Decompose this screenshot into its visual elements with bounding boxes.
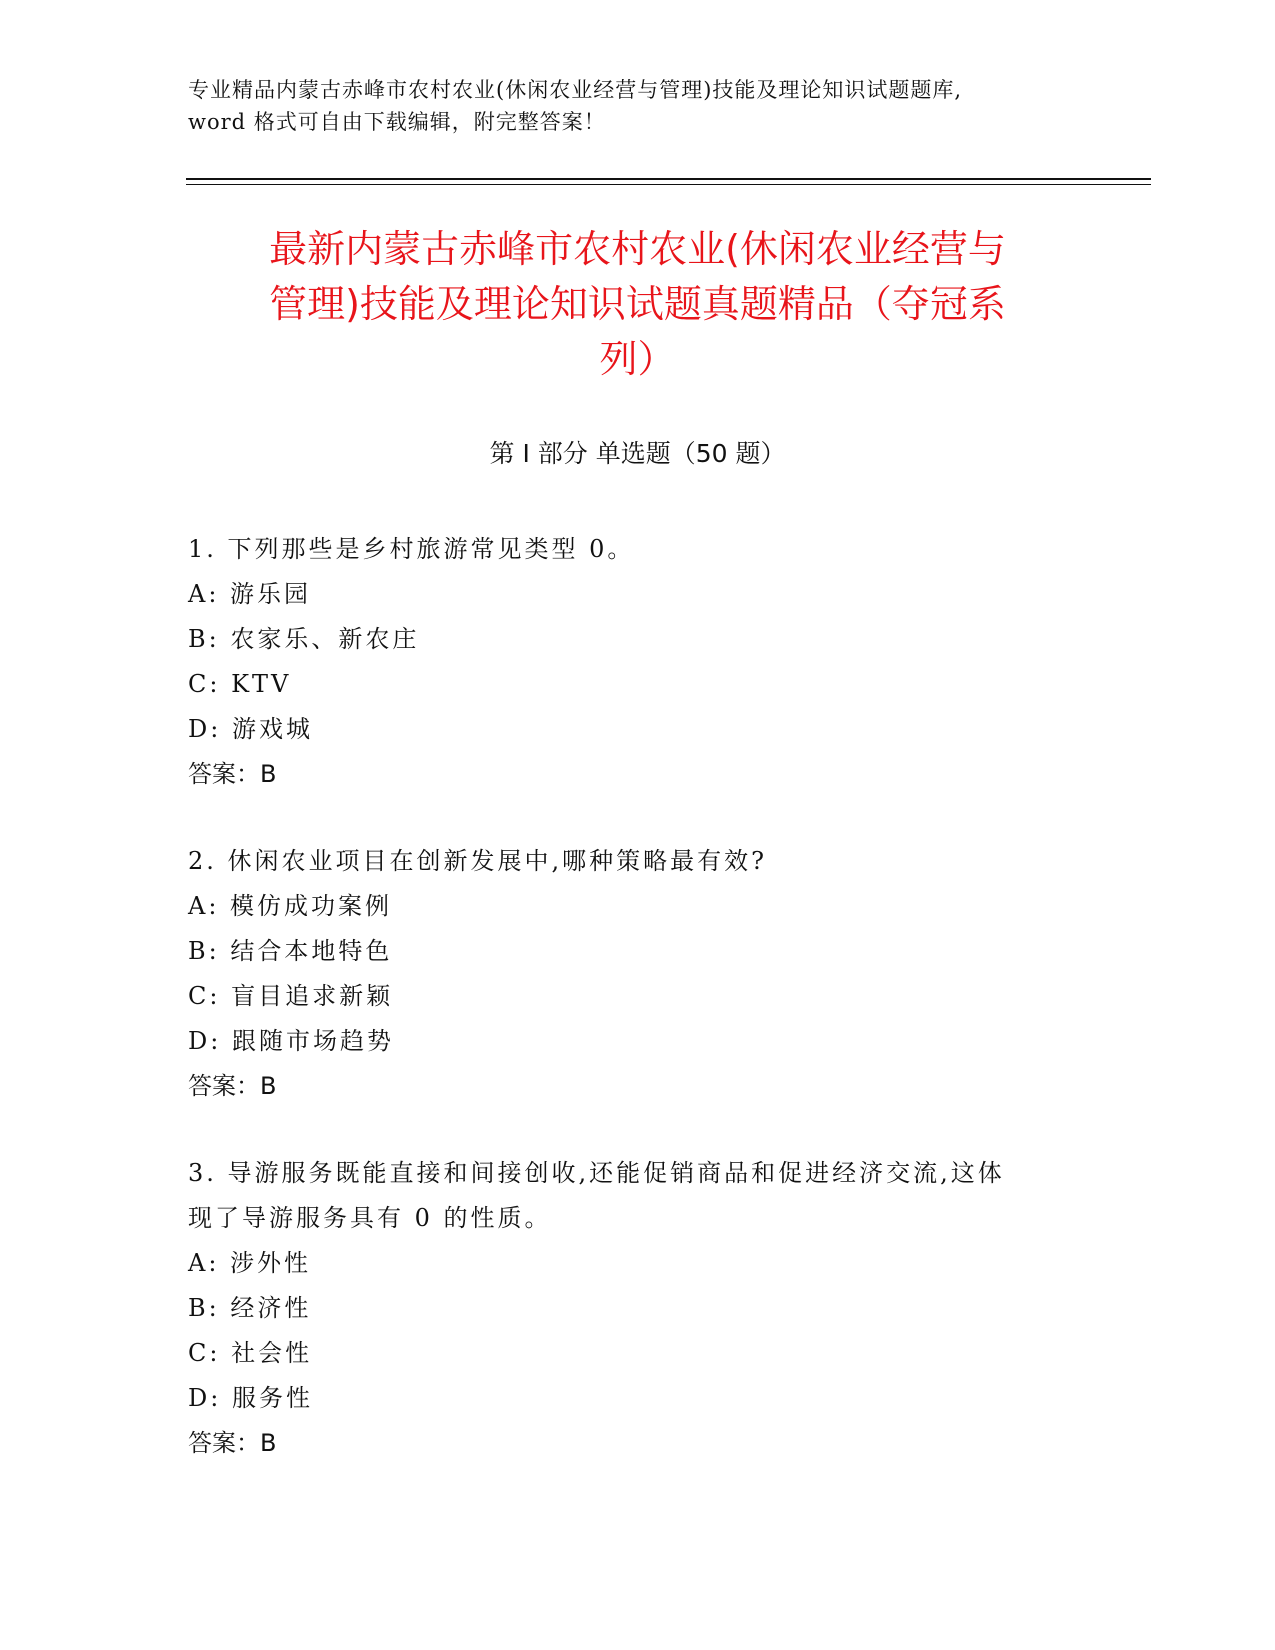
header-note-line-2: word 格式可自由下载编辑，附完整答案！ <box>188 110 606 134</box>
option-b: B: 经济性 <box>188 1294 312 1322</box>
header-note-line-1: 专业精品内蒙古赤峰市农村农业(休闲农业经营与管理)技能及理论知识试题题库, <box>188 78 963 102</box>
option-c: C: 社会性 <box>188 1339 313 1367</box>
document-title <box>150 222 1125 387</box>
option-b: B: 结合本地特色 <box>188 937 393 965</box>
header-note <box>188 74 1088 138</box>
option-d: D: 服务性 <box>188 1384 313 1412</box>
option-a: A: 游乐园 <box>188 580 312 608</box>
question-stem-line-2: 现了导游服务具有 0 的性质。 <box>188 1204 552 1232</box>
option-d: D: 游戏城 <box>188 715 313 743</box>
option-c: C: KTV <box>188 670 292 698</box>
question-1 <box>188 527 1088 797</box>
question-stem-line-1: 3. 导游服务既能直接和间接创收,还能促销商品和促进经济交流,这体 <box>188 1159 1005 1187</box>
section-title: 第 I 部分 单选题（50 题） <box>489 439 786 468</box>
question-stem: 2. 休闲农业项目在创新发展中,哪种策略最有效? <box>188 847 768 875</box>
answer-line: 答案：B <box>188 1072 277 1100</box>
answer-line: 答案：B <box>188 1429 277 1457</box>
question-list <box>188 527 1088 1508</box>
question-stem: 1. 下列那些是乡村旅游常见类型 0。 <box>188 535 635 563</box>
option-a: A: 模仿成功案例 <box>188 892 393 920</box>
question-2 <box>188 839 1088 1109</box>
header-divider-thin <box>186 184 1151 185</box>
document-title-line-3: 列） <box>599 337 676 381</box>
option-a: A: 涉外性 <box>188 1249 312 1277</box>
option-c: C: 盲目追求新颖 <box>188 982 394 1010</box>
question-3 <box>188 1151 1088 1466</box>
document-title-line-2: 管理)技能及理论知识试题真题精品（夺冠系 <box>269 282 1006 326</box>
option-b: B: 农家乐、新农庄 <box>188 625 420 653</box>
answer-line: 答案：B <box>188 760 277 788</box>
document-title-line-1: 最新内蒙古赤峰市农村农业(休闲农业经营与 <box>269 227 1006 271</box>
header-divider-thick <box>186 178 1151 180</box>
option-d: D: 跟随市场趋势 <box>188 1027 394 1055</box>
